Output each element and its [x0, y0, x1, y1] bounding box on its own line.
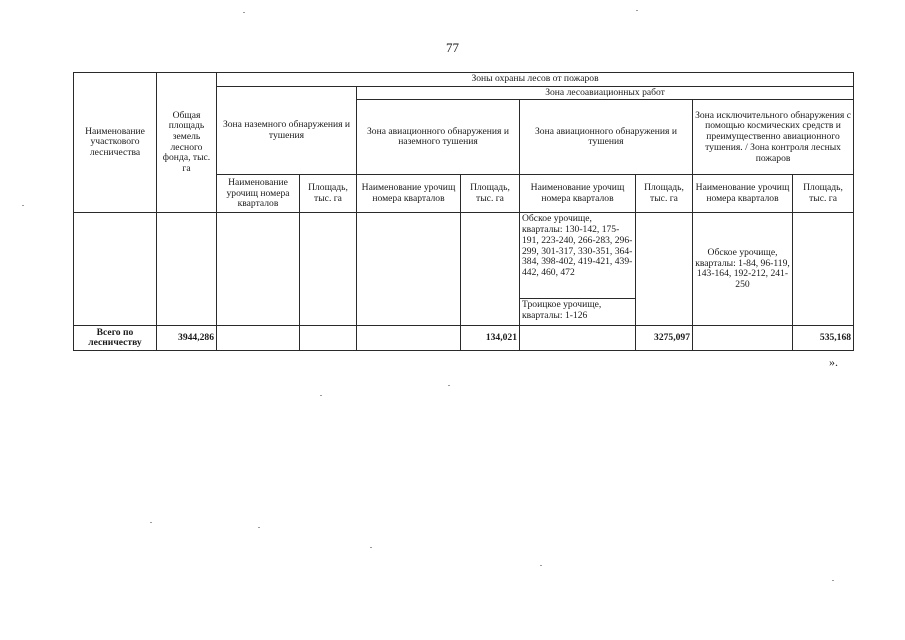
header-exclusive-zone: Зона исключительного обнаружения с помощью космических средств и преимущественно авиационного тушения. / Зона контроля лесных пожаров — [693, 100, 854, 175]
header-aviation-works: Зона лесоавиационных работ — [357, 86, 854, 100]
cell-empty — [217, 326, 300, 351]
scan-speck — [448, 385, 450, 386]
header-ground-zone: Зона наземного обнаружения и тушения — [217, 86, 357, 175]
scan-speck — [540, 565, 542, 566]
subheader-aviation-ground-area: Площадь, тыс. га — [461, 175, 520, 213]
subheader-ground-name: Наименование урочищ номера кварталов — [217, 175, 300, 213]
cell-obskoe-aviation: Обское урочище, кварталы: 130-142, 175-191, 223-240, 266-283, 296-299, 301-317, 330-351, 364-384, 398-402, 419-421, 439-442, 460, 472 — [520, 213, 636, 299]
cell-empty — [300, 213, 357, 326]
cell-empty — [300, 326, 357, 351]
scan-speck — [22, 205, 24, 206]
header-aviation-zone: Зона авиационного обнаружения и тушения — [520, 100, 693, 175]
total-aviation-ground: 134,021 — [461, 326, 520, 351]
subheader-exclusive-name: Наименование урочищ номера кварталов — [693, 175, 793, 213]
cell-empty — [461, 213, 520, 326]
page-number: 77 — [446, 40, 459, 55]
total-exclusive: 535,168 — [793, 326, 854, 351]
total-area: 3944,286 — [157, 326, 217, 351]
cell-obskoe-exclusive: Обское урочище, кварталы: 1-84, 96-119, 143-164, 192-212, 241-250 — [693, 213, 793, 326]
subheader-aviation-area: Площадь, тыс. га — [636, 175, 693, 213]
cell-empty — [793, 213, 854, 326]
scan-speck — [636, 10, 638, 11]
header-district: Наименование участкового лесничества — [74, 73, 157, 213]
scan-speck — [320, 395, 322, 396]
cell-empty — [157, 213, 217, 326]
subheader-exclusive-area: Площадь, тыс. га — [793, 175, 854, 213]
scan-speck — [150, 522, 152, 523]
total-aviation: 3275,097 — [636, 326, 693, 351]
cell-empty — [217, 213, 300, 326]
header-total-area: Общая площадь земель лесного фонда, тыс. га — [157, 73, 217, 213]
subheader-aviation-name: Наименование урочищ номера кварталов — [520, 175, 636, 213]
cell-empty — [693, 326, 793, 351]
closing-quote-mark: ». — [829, 355, 838, 369]
scan-speck — [243, 12, 245, 13]
header-aviation-ground-zone: Зона авиационного обнаружения и наземного тушения — [357, 100, 520, 175]
forest-fire-zones-table — [73, 72, 854, 351]
header-zones: Зоны охраны лесов от пожаров — [217, 73, 854, 87]
subheader-ground-area: Площадь, тыс. га — [300, 175, 357, 213]
cell-empty — [357, 213, 461, 326]
cell-empty — [636, 213, 693, 326]
cell-empty — [357, 326, 461, 351]
scan-speck — [370, 547, 372, 548]
subheader-aviation-ground-name: Наименование урочищ номера кварталов — [357, 175, 461, 213]
cell-empty — [74, 213, 157, 326]
cell-empty — [520, 326, 636, 351]
cell-troitskoe-aviation: Троицкое урочище, кварталы: 1-126 — [520, 299, 636, 326]
scan-speck — [258, 527, 260, 528]
total-label: Всего по лесничеству — [74, 326, 157, 351]
scan-speck — [832, 580, 834, 581]
